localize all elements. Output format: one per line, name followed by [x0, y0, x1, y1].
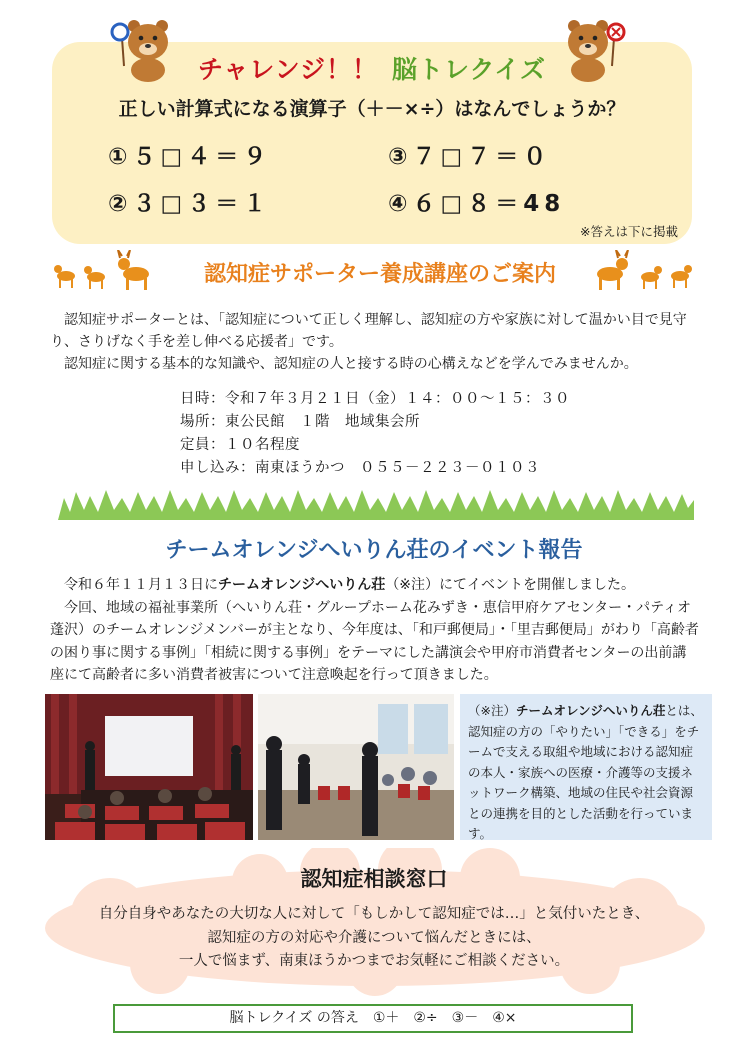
quiz-title-challenge: チャレンジ！！ [197, 55, 378, 84]
event-report [50, 574, 700, 687]
event-section-title: チームオレンジへいりん荘のイベント報告 [165, 538, 583, 563]
supporter-intro [50, 309, 700, 375]
supporter-details [180, 388, 570, 480]
consult-line-1: 自分自身やあなたの大切な人に対して「もしかして認知症では…」と気付いたとき、 [98, 906, 650, 922]
detail-location: 場所：東公民館 １階 地域集会所 [180, 414, 420, 430]
event-photo-hall [258, 694, 454, 840]
event-paragraph-1: 令和６年１１月１３日にチームオレンジへいりん荘（※注）にてイベントを開催しました。 [64, 577, 636, 593]
grass-divider-icon [58, 484, 694, 520]
deer-left-icon [48, 250, 162, 292]
quiz-note: ※答えは下に掲載 [580, 224, 678, 239]
event-paragraph-2: 今回、地域の福祉事業所（へいりん荘・グループホーム花みずき・恵信甲府ケアセンター・パティオ蓬沢）のチームオレンジメンバーが主となり、今年度は、「和戸郵便局」・「里吉郵便局」がわり「高齢者の困り事に関する事例」「相続に関する事例」をテーマにした講演会や甲府市消費者センターの出前講座にて高齢者に多い消費者被害について注意喚起を行って頂きました。 [50, 599, 699, 683]
quiz-problem-4: ④６□８＝48 [388, 191, 566, 217]
team-orange-note: （※注）チームオレンジへいりん荘とは、認知症の方の「やりたい」「できる」をチームで支える取組や地域における認知症の本人・家族への医療・介護等の支援ネットワーク構築、地域の住民や社会資源との連携を目的とした活動を行っています。 [460, 694, 712, 840]
supporter-section-title: 認知症サポーター養成講座のご案内 [203, 262, 556, 287]
quiz-problem-1: ①５□４＝９ [108, 144, 272, 170]
detail-application: 申し込み：南東ほうかつ ０５５－２２３－０１０３ [180, 460, 540, 476]
detail-datetime: 日時：令和７年３月２１日（金）１４：００～１５：３０ [180, 391, 570, 407]
consult-body [60, 903, 688, 974]
bear-circle-sign-icon [110, 16, 178, 82]
supporter-intro-paragraph-2: 認知症に関する基本的な知識や、認知症の人と接する時の心構えなどを学んでみませんか。 [64, 356, 638, 372]
supporter-intro-paragraph-1: 認知症サポーターとは、「認知症について正しく理解し、認知症の方や家族に対して温かい目で見守り、さりげなく手を差し伸べる応援者」です。 [50, 312, 687, 350]
consult-line-3: 一人で悩まず、南東ほうかつまでお気軽にご相談ください。 [178, 953, 570, 969]
consult-line-2: 認知症の方の対応や介護について悩んだときには、 [207, 929, 541, 946]
quiz-problem-3: ③７□７＝０ [388, 144, 552, 170]
consult-title: 認知症相談窓口 [300, 867, 448, 891]
quiz-title-brain: 脳トレクイズ [392, 55, 547, 84]
quiz-answer-box: 脳トレクイズ の答え ①＋ ②÷ ③－ ④× [113, 1004, 633, 1033]
detail-capacity: 定員：１０名程度 [180, 437, 300, 453]
bear-cross-sign-icon [558, 16, 626, 82]
quiz-question: 正しい計算式になる演算子（＋－×÷）はなんでしょうか？ [118, 98, 626, 120]
quiz-problem-2: ②３□３＝１ [108, 191, 272, 217]
event-photo-lecture [45, 694, 253, 840]
